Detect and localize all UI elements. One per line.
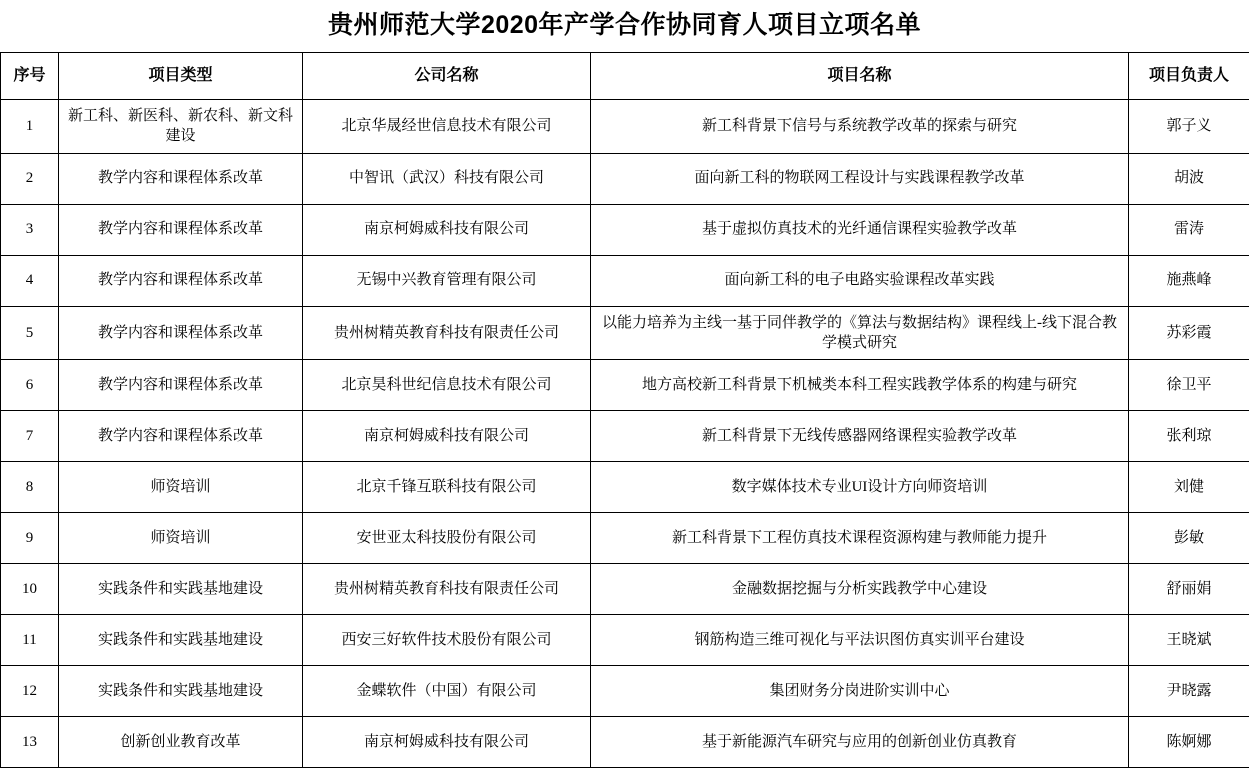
- cell-index: 5: [1, 306, 59, 360]
- table-row: [1, 306, 1249, 360]
- cell-leader: 舒丽娟: [1129, 564, 1249, 615]
- project-listing-table: [0, 52, 1249, 768]
- cell-company: 西安三好软件技术股份有限公司: [303, 615, 591, 666]
- cell-leader: 张利琼: [1129, 411, 1249, 462]
- cell-project: 新工科背景下无线传感器网络课程实验教学改革: [591, 411, 1129, 462]
- cell-company: 北京千锋互联科技有限公司: [303, 462, 591, 513]
- table-row: [1, 153, 1249, 204]
- cell-leader: 胡波: [1129, 153, 1249, 204]
- cell-index: 9: [1, 513, 59, 564]
- table-row: [1, 513, 1249, 564]
- column-header-company: 公司名称: [303, 53, 591, 100]
- cell-project: 面向新工科的电子电路实验课程改革实践: [591, 255, 1129, 306]
- table-row: [1, 360, 1249, 411]
- cell-type: 新工科、新医科、新农科、新文科建设: [59, 100, 303, 154]
- cell-index: 1: [1, 100, 59, 154]
- cell-leader: 陈婀娜: [1129, 717, 1249, 768]
- table-header-row: [1, 53, 1249, 100]
- cell-project: 钢筋构造三维可视化与平法识图仿真实训平台建设: [591, 615, 1129, 666]
- cell-type: 教学内容和课程体系改革: [59, 255, 303, 306]
- cell-index: 8: [1, 462, 59, 513]
- cell-type: 实践条件和实践基地建设: [59, 615, 303, 666]
- cell-leader: 刘健: [1129, 462, 1249, 513]
- cell-type: 教学内容和课程体系改革: [59, 360, 303, 411]
- table-row: [1, 204, 1249, 255]
- table-row: [1, 255, 1249, 306]
- cell-project: 地方高校新工科背景下机械类本科工程实践教学体系的构建与研究: [591, 360, 1129, 411]
- cell-type: 实践条件和实践基地建设: [59, 564, 303, 615]
- table-row: [1, 717, 1249, 768]
- cell-project: 以能力培养为主线一基于同伴教学的《算法与数据结构》课程线上-线下混合教学模式研究: [591, 306, 1129, 360]
- cell-type: 实践条件和实践基地建设: [59, 666, 303, 717]
- column-header-leader: 项目负责人: [1129, 53, 1249, 100]
- cell-index: 10: [1, 564, 59, 615]
- column-header-project: 项目名称: [591, 53, 1129, 100]
- cell-index: 6: [1, 360, 59, 411]
- cell-company: 中智讯（武汉）科技有限公司: [303, 153, 591, 204]
- cell-project: 基于新能源汽车研究与应用的创新创业仿真教育: [591, 717, 1129, 768]
- cell-company: 贵州树精英教育科技有限责任公司: [303, 306, 591, 360]
- cell-leader: 苏彩霞: [1129, 306, 1249, 360]
- page-title: 贵州师范大学2020年产学合作协同育人项目立项名单: [327, 11, 922, 39]
- cell-type: 教学内容和课程体系改革: [59, 411, 303, 462]
- cell-index: 3: [1, 204, 59, 255]
- cell-company: 安世亚太科技股份有限公司: [303, 513, 591, 564]
- table-row: [1, 462, 1249, 513]
- cell-type: 师资培训: [59, 462, 303, 513]
- cell-company: 北京华晟经世信息技术有限公司: [303, 100, 591, 154]
- cell-index: 12: [1, 666, 59, 717]
- cell-company: 北京昊科世纪信息技术有限公司: [303, 360, 591, 411]
- cell-project: 新工科背景下信号与系统教学改革的探索与研究: [591, 100, 1129, 154]
- cell-project: 新工科背景下工程仿真技术课程资源构建与教师能力提升: [591, 513, 1129, 564]
- column-header-type: 项目类型: [59, 53, 303, 100]
- column-header-index: 序号: [1, 53, 59, 100]
- cell-type: 创新创业教育改革: [59, 717, 303, 768]
- cell-leader: 郭子义: [1129, 100, 1249, 154]
- cell-index: 13: [1, 717, 59, 768]
- table-row: [1, 615, 1249, 666]
- cell-leader: 彭敏: [1129, 513, 1249, 564]
- cell-company: 贵州树精英教育科技有限责任公司: [303, 564, 591, 615]
- cell-type: 教学内容和课程体系改革: [59, 204, 303, 255]
- cell-type: 教学内容和课程体系改革: [59, 306, 303, 360]
- table-row: [1, 666, 1249, 717]
- cell-leader: 施燕峰: [1129, 255, 1249, 306]
- table-body: [1, 100, 1249, 768]
- table-row: [1, 100, 1249, 154]
- cell-company: 金蝶软件（中国）有限公司: [303, 666, 591, 717]
- cell-project: 数字媒体技术专业UI设计方向师资培训: [591, 462, 1129, 513]
- cell-leader: 尹晓露: [1129, 666, 1249, 717]
- cell-project: 集团财务分岗进阶实训中心: [591, 666, 1129, 717]
- cell-company: 南京柯姆威科技有限公司: [303, 411, 591, 462]
- cell-index: 7: [1, 411, 59, 462]
- cell-index: 4: [1, 255, 59, 306]
- cell-leader: 雷涛: [1129, 204, 1249, 255]
- cell-project: 面向新工科的物联网工程设计与实践课程教学改革: [591, 153, 1129, 204]
- cell-project: 基于虚拟仿真技术的光纤通信课程实验教学改革: [591, 204, 1129, 255]
- cell-company: 南京柯姆威科技有限公司: [303, 204, 591, 255]
- cell-type: 教学内容和课程体系改革: [59, 153, 303, 204]
- table-row: [1, 564, 1249, 615]
- cell-project: 金融数据挖掘与分析实践教学中心建设: [591, 564, 1129, 615]
- cell-type: 师资培训: [59, 513, 303, 564]
- table-row: [1, 411, 1249, 462]
- cell-company: 南京柯姆威科技有限公司: [303, 717, 591, 768]
- cell-company: 无锡中兴教育管理有限公司: [303, 255, 591, 306]
- cell-leader: 王晓斌: [1129, 615, 1249, 666]
- cell-leader: 徐卫平: [1129, 360, 1249, 411]
- cell-index: 11: [1, 615, 59, 666]
- cell-index: 2: [1, 153, 59, 204]
